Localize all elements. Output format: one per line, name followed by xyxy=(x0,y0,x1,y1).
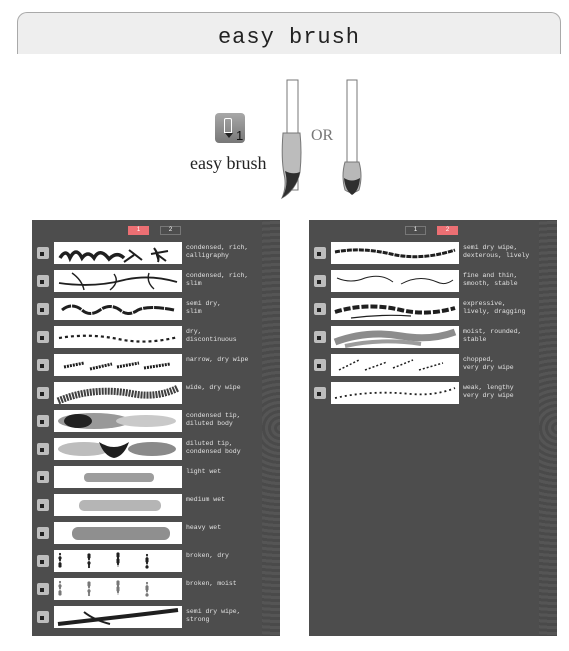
brush-preset-row[interactable] xyxy=(32,410,262,432)
brush-preset-label: light wet xyxy=(186,468,222,475)
brush-preset-label: narrow, dry wipe xyxy=(186,356,249,363)
brush-stroke-preview[interactable] xyxy=(54,578,182,600)
brush-preset-label: broken, dry xyxy=(186,552,229,559)
brush-preset-icon[interactable] xyxy=(37,331,49,343)
header-title: easy brush xyxy=(217,25,361,50)
brush-preset-row[interactable] xyxy=(32,606,262,628)
brush-stroke-preview[interactable] xyxy=(54,326,182,348)
brush-stroke-preview[interactable] xyxy=(331,326,459,348)
brush-preset-row[interactable] xyxy=(32,242,262,264)
brush-stroke-preview[interactable] xyxy=(331,242,459,264)
brush-preset-icon[interactable] xyxy=(37,583,49,595)
tab-2[interactable]: 2 xyxy=(160,226,181,235)
brush-preset-icon[interactable] xyxy=(314,303,326,315)
brush-preset-row[interactable] xyxy=(309,382,539,404)
brush-preset-label: fine and thin, smooth, stable xyxy=(463,272,518,287)
brush-preset-icon[interactable] xyxy=(37,527,49,539)
brush-preset-icon[interactable] xyxy=(314,331,326,343)
brush-preset-row[interactable] xyxy=(309,354,539,376)
brush-preset-icon[interactable] xyxy=(314,247,326,259)
brush-preset-row[interactable] xyxy=(32,270,262,292)
brush-preset-icon[interactable] xyxy=(37,443,49,455)
brush-preset-row[interactable] xyxy=(309,270,539,292)
brush-illustration-left xyxy=(282,80,301,198)
brush-preset-row[interactable] xyxy=(32,438,262,460)
brush-stroke-preview[interactable] xyxy=(54,270,182,292)
brush-preset-icon[interactable] xyxy=(37,359,49,371)
brush-preset-icon[interactable] xyxy=(37,275,49,287)
brush-preset-icon[interactable] xyxy=(37,303,49,315)
brush-stroke-preview[interactable] xyxy=(54,410,182,432)
brush-panel-left xyxy=(32,220,280,636)
brush-preset-label: moist, rounded, stable xyxy=(463,328,522,343)
brush-preset-label: diluted tip, condensed body xyxy=(186,440,241,455)
brush-preset-label: heavy wet xyxy=(186,524,222,531)
brush-preset-row[interactable] xyxy=(32,550,262,572)
brush-preset-label: semi dry wipe, strong xyxy=(186,608,241,623)
brush-stroke-preview[interactable] xyxy=(54,382,182,404)
brush-preset-icon[interactable] xyxy=(314,359,326,371)
brush-preset-icon[interactable] xyxy=(314,387,326,399)
brush-preset-label: semi dry, slim xyxy=(186,300,222,315)
brush-stroke-preview[interactable] xyxy=(331,298,459,320)
brush-preset-label: wide, dry wipe xyxy=(186,384,241,391)
brush-stroke-preview[interactable] xyxy=(54,466,182,488)
brush-stroke-preview[interactable] xyxy=(54,550,182,572)
brush-number: 1 xyxy=(236,128,244,143)
brush-preset-row[interactable] xyxy=(32,382,262,404)
brush-preset-icon[interactable] xyxy=(37,611,49,623)
brush-preset-label: condensed tip, diluted body xyxy=(186,412,241,427)
pen-icon xyxy=(224,118,232,133)
brush-preset-row[interactable] xyxy=(32,522,262,544)
brush-stroke-preview[interactable] xyxy=(54,494,182,516)
brush-preset-row[interactable] xyxy=(32,466,262,488)
brush-stroke-preview[interactable] xyxy=(54,522,182,544)
brush-preset-label: semi dry wipe, dexterous, lively xyxy=(463,244,530,259)
brush-preset-icon[interactable] xyxy=(314,275,326,287)
brush-stroke-preview[interactable] xyxy=(54,606,182,628)
brush-preset-row[interactable] xyxy=(32,298,262,320)
brush-preset-row[interactable] xyxy=(309,298,539,320)
brush-preset-icon[interactable] xyxy=(37,471,49,483)
or-label: OR xyxy=(311,127,334,144)
brush-stroke-preview[interactable] xyxy=(54,242,182,264)
brush-stroke-preview[interactable] xyxy=(331,270,459,292)
brush-preset-row[interactable] xyxy=(32,354,262,376)
brush-preset-row[interactable] xyxy=(309,326,539,348)
brush-preset-label: condensed, rich, slim xyxy=(186,272,249,287)
brush-preset-row[interactable] xyxy=(309,242,539,264)
brush-preset-label: weak, lengthy very dry wipe xyxy=(463,384,514,399)
brush-panel-right xyxy=(309,220,557,636)
tab-1[interactable]: 1 xyxy=(405,226,426,235)
brush-tool-icon[interactable] xyxy=(215,113,245,143)
brush-preset-label: chopped, very dry wipe xyxy=(463,356,514,371)
brush-stroke-preview[interactable] xyxy=(54,298,182,320)
brush-preset-icon[interactable] xyxy=(37,499,49,511)
app-header xyxy=(17,12,561,54)
brush-preset-label: medium wet xyxy=(186,496,226,503)
tab-1[interactable]: 1 xyxy=(128,226,149,235)
brush-preset-row[interactable] xyxy=(32,494,262,516)
brush-preset-label: dry, discontinuous xyxy=(186,328,237,343)
brush-preset-row[interactable] xyxy=(32,578,262,600)
brush-stroke-preview[interactable] xyxy=(331,354,459,376)
brush-preset-label: broken, moist xyxy=(186,580,237,587)
brush-illustration-right xyxy=(343,80,361,195)
pen-tip-icon xyxy=(225,133,233,138)
brush-preset-icon[interactable] xyxy=(37,415,49,427)
brush-preset-label: condensed, rich, calligraphy xyxy=(186,244,249,259)
brush-preset-icon[interactable] xyxy=(37,247,49,259)
brush-preset-row[interactable] xyxy=(32,326,262,348)
brush-preset-icon[interactable] xyxy=(37,555,49,567)
brush-preset-label: expressive, lively, dragging xyxy=(463,300,526,315)
tab-2[interactable]: 2 xyxy=(437,226,458,235)
brush-stroke-preview[interactable] xyxy=(54,438,182,460)
brush-preset-icon[interactable] xyxy=(37,387,49,399)
brush-stroke-preview[interactable] xyxy=(331,382,459,404)
brush-stroke-preview[interactable] xyxy=(54,354,182,376)
easy-brush-label: easy brush xyxy=(190,153,267,173)
